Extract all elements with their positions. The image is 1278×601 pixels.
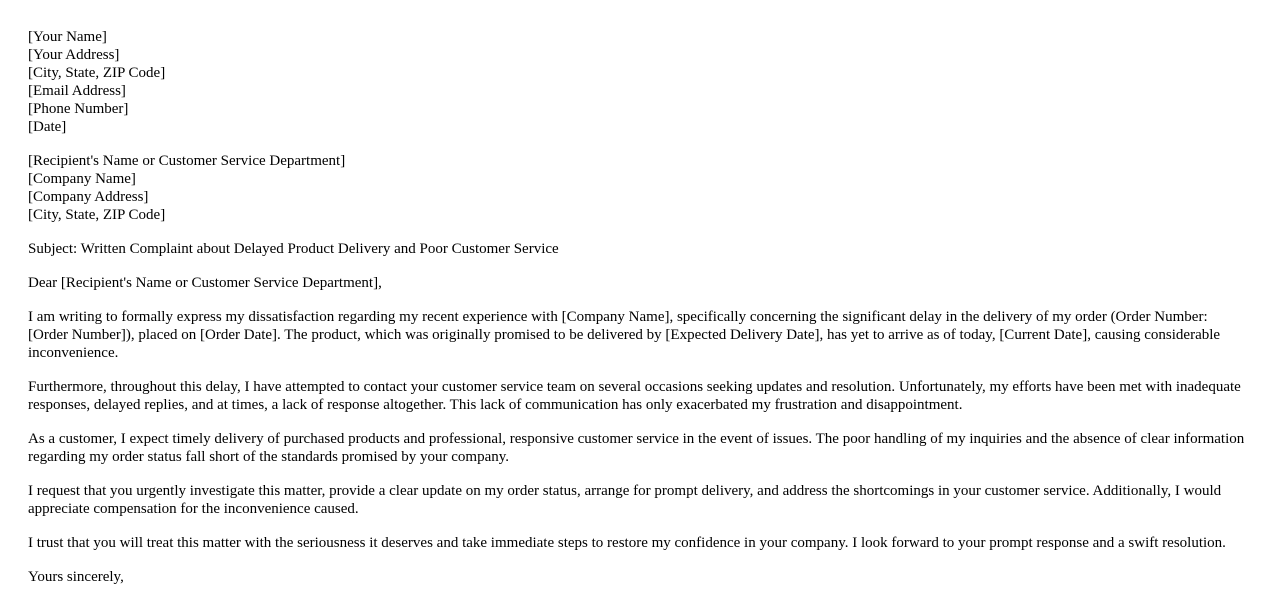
sender-address: [Your Address] <box>28 47 120 63</box>
sender-phone: [Phone Number] <box>28 101 129 117</box>
sender-email: [Email Address] <box>28 83 126 99</box>
body-paragraph-1: I am writing to formally express my dissatisfaction regarding my recent experience with [Company Name], specifically concerning the significant delay in the delivery of my order (Order Number: [Order Number]), placed on [Order Date]. The product, which was originally promised to be delivered by [Expected Delivery Date], has yet to arrive as of today, [Current Date], causing considerable inconvenience. <box>28 309 1221 361</box>
sender-city-state-zip: [City, State, ZIP Code] <box>28 65 166 81</box>
salutation: Dear [Recipient's Name or Customer Service Department], <box>28 275 382 291</box>
recipient-name: [Recipient's Name or Customer Service Department] <box>28 153 346 169</box>
recipient-city-state-zip: [City, State, ZIP Code] <box>28 207 166 223</box>
recipient-company-address: [Company Address] <box>28 189 149 205</box>
sender-name: [Your Name] <box>28 29 107 45</box>
closing: Yours sincerely, <box>28 569 124 585</box>
body-paragraph-2: Furthermore, throughout this delay, I have attempted to contact your customer service team on several occasions seeking updates and resolution. Unfortunately, my efforts have been met with inadequate responses, delayed replies, and at times, a lack of response altogether. This lack of communication has only exacerbated my frustration and disappointment. <box>28 379 1241 413</box>
sender-block <box>28 28 1250 136</box>
subject-line: Subject: Written Complaint about Delayed Product Delivery and Poor Customer Service <box>28 241 559 257</box>
sender-date: [Date] <box>28 119 67 135</box>
body-paragraph-4: I request that you urgently investigate this matter, provide a clear update on my order status, arrange for prompt delivery, and address the shortcomings in your customer service. Additionally, I would appreciate compensation for the inconvenience caused. <box>28 483 1222 517</box>
body-paragraph-3: As a customer, I expect timely delivery of purchased products and professional, responsive customer service in the event of issues. The poor handling of my inquiries and the absence of clear information regarding my order status fall short of the standards promised by your company. <box>28 431 1245 465</box>
recipient-company: [Company Name] <box>28 171 136 187</box>
body-paragraph-5: I trust that you will treat this matter with the seriousness it deserves and take immediate steps to restore my confidence in your company. I look forward to your prompt response and a swift resolution. <box>28 535 1226 551</box>
recipient-block <box>28 152 1250 224</box>
